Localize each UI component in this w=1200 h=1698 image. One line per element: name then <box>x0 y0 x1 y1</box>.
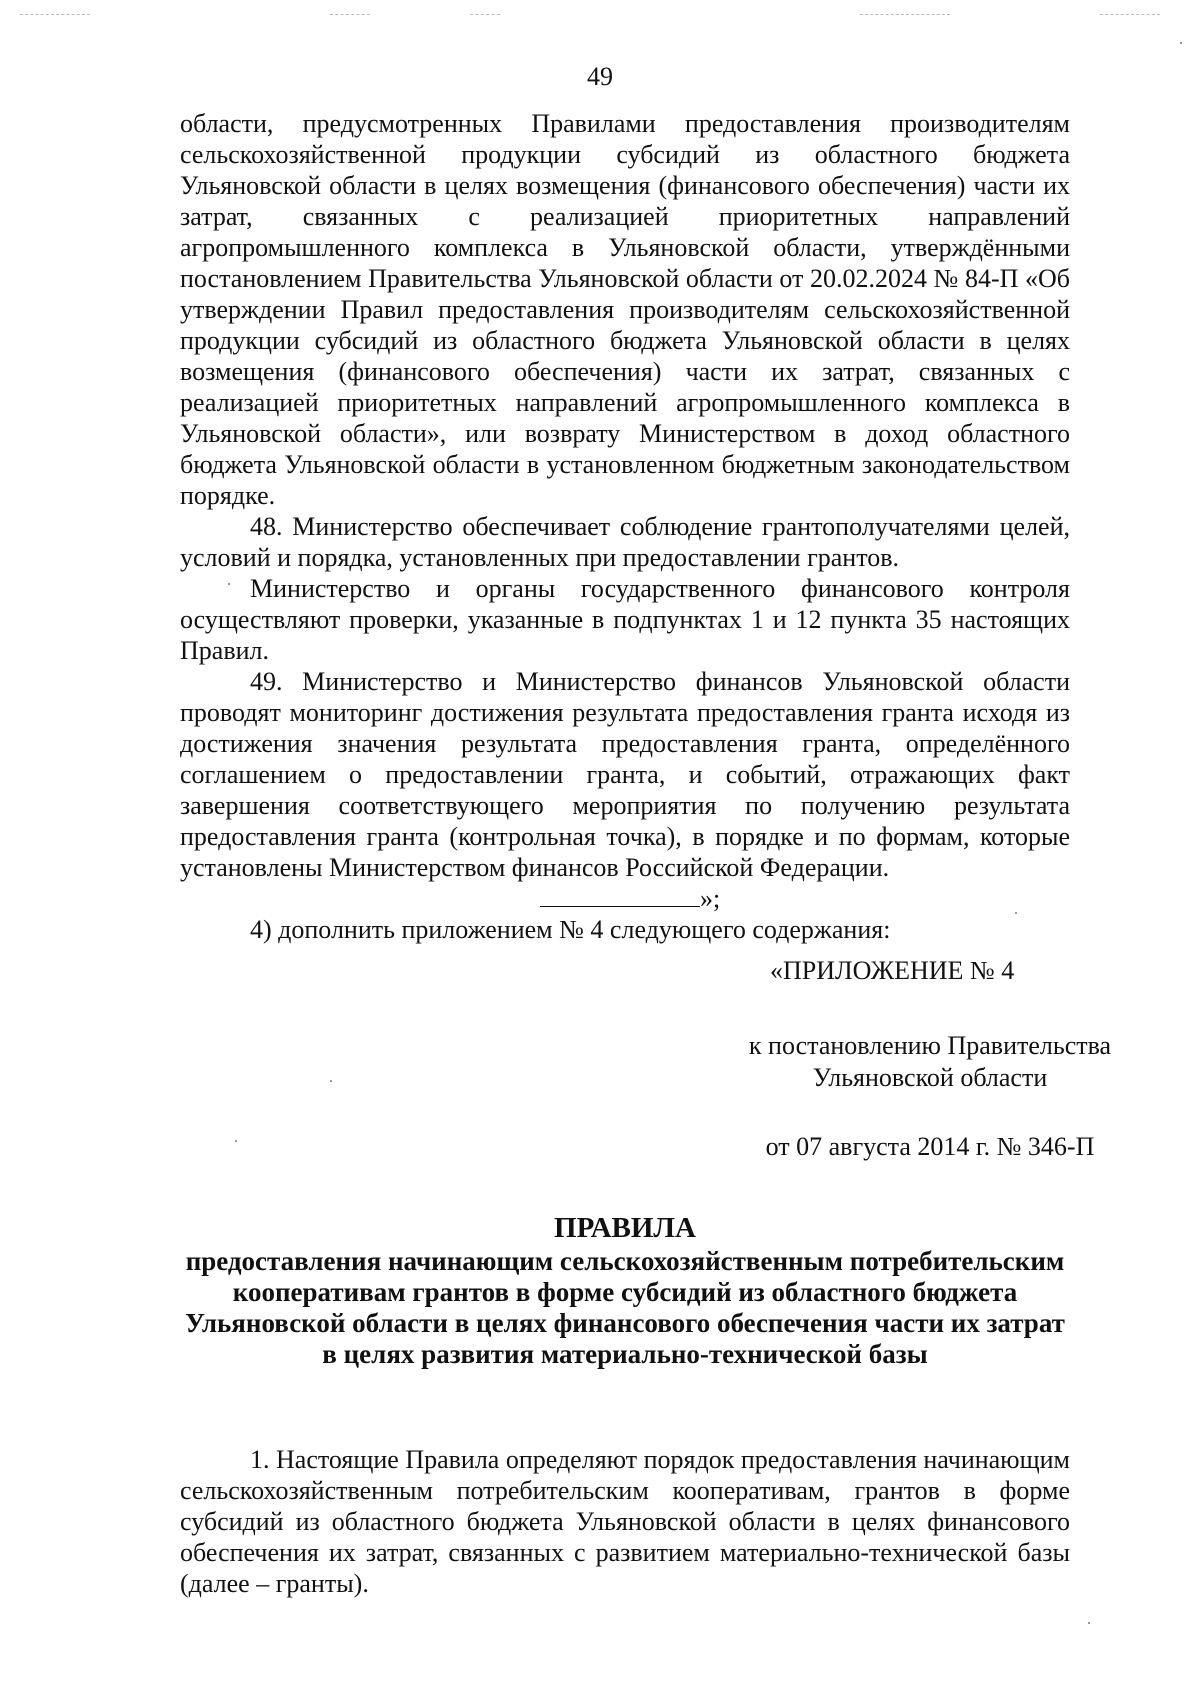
rules-title <box>180 1213 1070 1370</box>
scan-speck <box>1015 912 1017 914</box>
rules-title-line3: Ульяновской области в целях финансового обеспечения части их затрат <box>185 1308 1065 1338</box>
closing-quote-line <box>540 883 1070 914</box>
scan-edge-1 <box>20 14 90 15</box>
scan-edge-2 <box>330 14 370 15</box>
scan-speck <box>228 583 230 585</box>
rules-title-line4: в целях развития материально-технической базы <box>322 1339 928 1369</box>
scan-speck <box>1180 42 1182 44</box>
rules-title-main: ПРАВИЛА <box>554 1212 696 1244</box>
appendix-heading: «ПРИЛОЖЕНИЕ № 4 <box>770 956 1015 985</box>
paragraph-48: 48. Министерство обеспечивает соблюдение грантополучателями целей, условий и порядка, установленных при предоставлении грантов. <box>180 512 1070 572</box>
appendix-resolution-line2: Ульяновской области <box>812 1063 1048 1092</box>
scan-edge-3 <box>470 14 500 15</box>
scan-edge-5 <box>1100 14 1160 15</box>
blank-underline <box>540 884 700 907</box>
rules-title-line1: предоставления начинающим сельскохозяйственным потребительским <box>185 1246 1065 1276</box>
scan-speck <box>330 1080 332 1082</box>
appendix-date: от 07 августа 2014 г. № 346-П <box>765 1132 1095 1161</box>
paragraph-49: 49. Министерство и Министерство финансов Ульяновской области проводят мониторинг достижения результата предоставления гранта исходя из достижения значения результата предоставления гранта, определённого соглашением о предоставлении гранта, и событий, отражающих факт завершения соответствующего мероприятия по получению результата предоставления гранта (контрольная точка), в порядке и по формам, которые установлены Министерством финансов Российской Федерации. <box>180 667 1070 882</box>
paragraph-continuation: области, предусмотренных Правилами предоставления производителям сельскохозяйственной продукции субсидий из областного бюджета Ульяновской области в целях возмещения (финансового обеспечения) части их затрат, связанных с реализацией приоритетных направлений агропромышленного комплекса в Ульяновской области, утверждёнными постановлением Правительства Ульяновской области от 20.02.2024 № 84-П «Об утверждении Правил предоставления производителям сельскохозяйственной продукции субсидий из областного бюджета Ульяновской области в целях возмещения (финансового обеспечения) части их затрат, связанных с реализацией приоритетных направлений агропромышленного комплекса в Ульяновской области», или возврату Министерством в доход областного бюджета Ульяновской области в установленном бюджетным законодательством порядке. <box>180 109 1070 510</box>
paragraph-48-inspections: Министерство и органы государственного финансового контроля осуществляют проверки, указанные в подпунктах 1 и 12 пункта 35 настоящих Правил. <box>180 574 1070 665</box>
rules-title-line2: кооперативам грантов в форме субсидий из областного бюджета <box>232 1277 1018 1307</box>
scan-speck <box>235 1140 237 1142</box>
scan-edge-4 <box>860 14 950 15</box>
scan-speck <box>1088 1622 1090 1624</box>
item-4: 4) дополнить приложением № 4 следующего содержания: <box>250 915 891 944</box>
closing-quote: »; <box>700 884 721 913</box>
appendix-resolution-line1: к постановлению Правительства <box>748 1031 1112 1060</box>
document-body <box>180 108 1070 945</box>
rules-paragraph-1: 1. Настоящие Правила определяют порядок предоставления начинающим сельскохозяйственным потребительским кооперативам, грантов в форме субсидий из областного бюджета Ульяновской области в целях финансового обеспечения их затрат, связанных с развитием материально-технической базы (далее – гранты). <box>180 1445 1070 1598</box>
rules-body <box>180 1444 1070 1599</box>
page-number: 49 <box>587 62 613 91</box>
